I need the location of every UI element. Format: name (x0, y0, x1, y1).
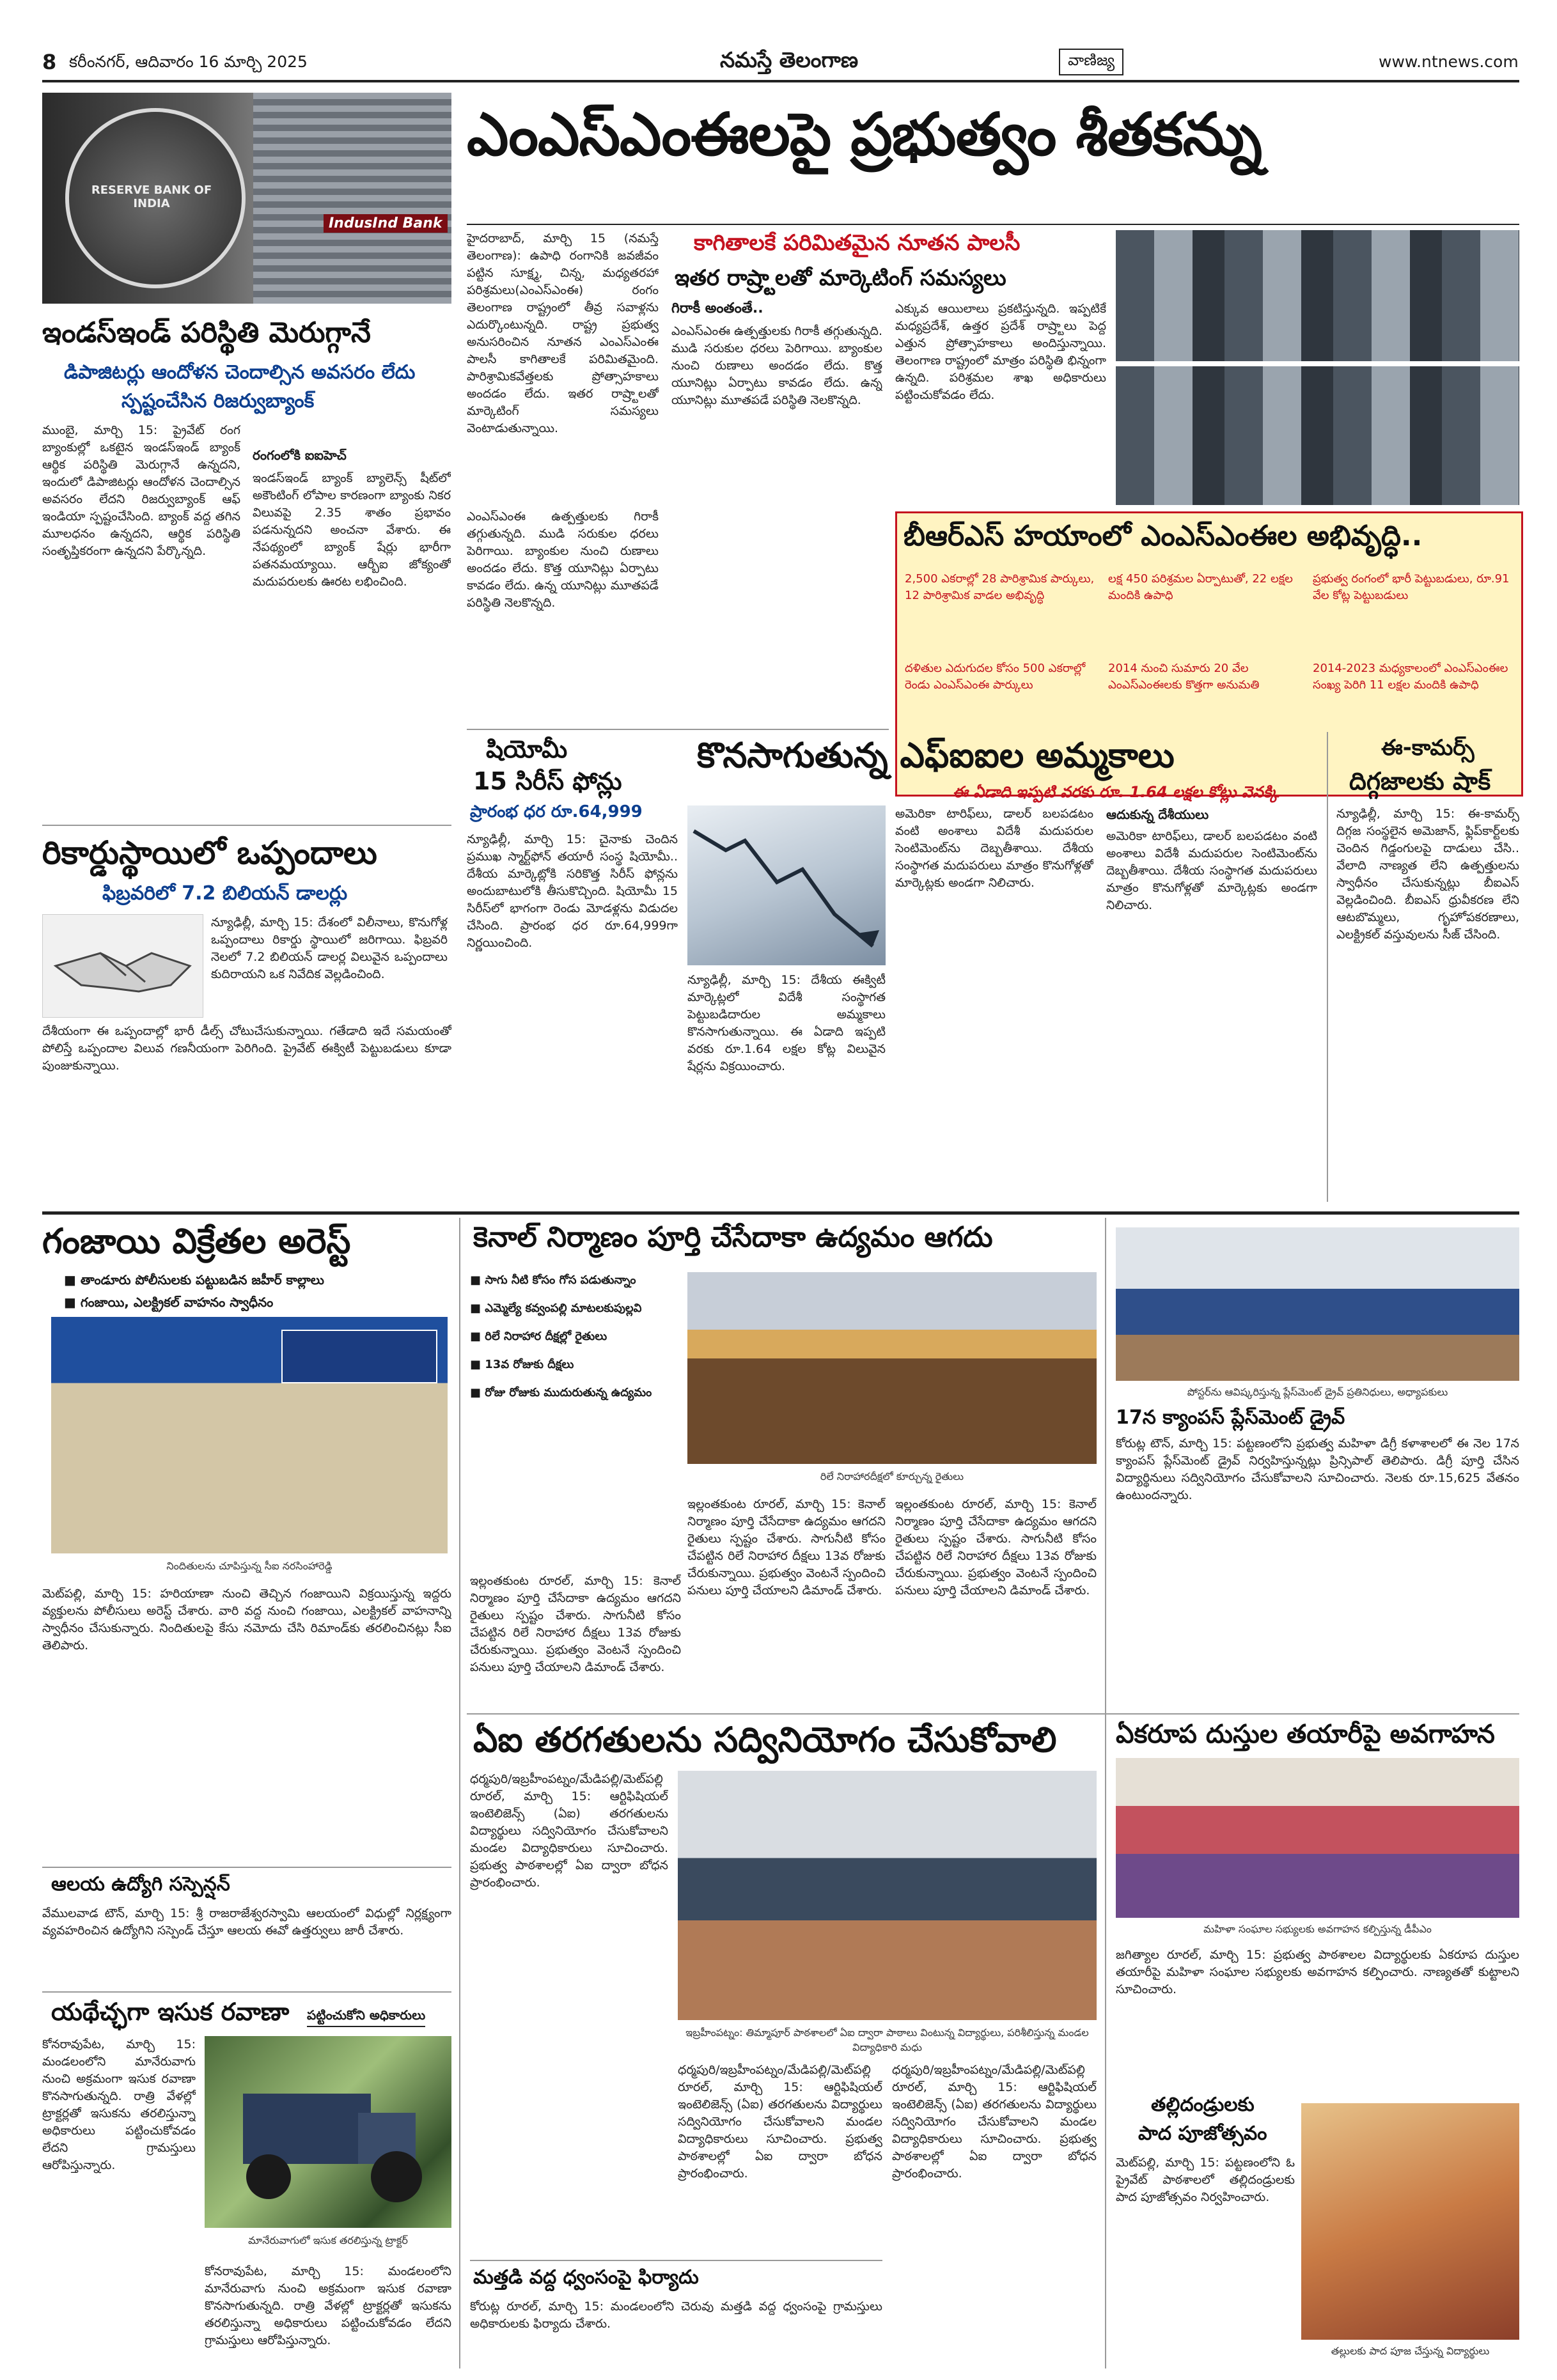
ai-body-col2: ధర్మపురి/ఇబ్రహీంపట్నం/మేడిపల్లి/మెట్‌పల్లి రూరల్, మార్చి 15: ఆర్టిఫిషియల్ ఇంటెలిజెన్స్ (ఏఐ) తరగతులను విద్యార్థులు సద్వినియోగం చేసుకోవాలని మండల విద్యాధికారులు సూచించారు. ప్రభుత్వ పాఠశాలల్లో ఏఐ ద్వారా బోధన ప్రారంభించారు. (678, 2063, 882, 2181)
canal-bullet-2-text: ఎమ్మెల్యే కవ్వంపల్లి మాటలకుపుల్లవి (485, 1302, 642, 1315)
ganja-bullet-1 (64, 1272, 324, 1291)
ai-photo-caption: ఇబ్రహీంపట్నం: తిమ్మాపూర్ పాఠశాలలో ఏఐ ద్వారా పాఠాలు వింటున్న విద్యార్థులు, పరిశీలిస్తున్న మండల విద్యాధికారి మధు (685, 2026, 1089, 2053)
ai-headline: ఏఐ తరగతులను సద్వినియోగం చేసుకోవాలి (473, 1720, 1057, 1760)
handshake-icon (43, 915, 203, 1017)
bullet-icon: ■ (470, 1330, 485, 1343)
canal-headline: కెనాల్ నిర్మాణం పూర్తి చేసేదాకా ఉద్యమం ఆగదు (473, 1221, 993, 1254)
indusind-building (253, 93, 451, 304)
canal-bullet-1 (470, 1272, 681, 1289)
ai-top-rule (467, 1713, 1519, 1715)
sand-top-rule (42, 1991, 451, 1993)
ganja-photo-caption: నిందితులను చూపిస్తున్న సీఐ నరసింహారెడ్డి (166, 1560, 333, 1572)
factory-photo-divider (1116, 361, 1519, 366)
brs-item-6: 2014-2023 మధ్యకాలంలో ఎంఎస్ఎంఈల సంఖ్య పెరిగి 11 లక్షల మందికి ఉపాధి (1313, 662, 1508, 692)
brs-item-1: 2,500 ఎకరాల్లో 28 పారిశ్రామిక పార్కులు, 12 పారిశ్రామిక వాడల అభివృద్ధి (905, 572, 1095, 602)
canal-bullet-4-text: 13వ రోజుకు దీక్షలు (485, 1358, 574, 1371)
msme-subhead-2: ఇతర రాష్ర్టాలతో మార్కెటింగ్ సమస్యలు (675, 265, 1006, 291)
indusind-subhead-1: డిపాజిటర్లు ఆందోళన చెందాల్సిన అవసరం లేదు (64, 361, 416, 384)
xiaomi-body: న్యూఢిల్లీ, మార్చి 15: చైనాకు చెందిన ప్రముఖ స్మార్ట్‌ఫోన్ తయారీ సంస్థ షియోమీ.. దేశీయ మార్కెట్లోకి సరికొత్త సిరీస్ ఫోన్లను అందుబాటులోకి తీసుకొచ్చింది. షియోమీ 15 సిరీస్‌లో భాగంగా రెండు మోడళ్లను విడుదల చేసింది. ప్రారంభ ధర రూ.64,999గా నిర్ణయించింది. (467, 832, 678, 950)
ai-classroom-photo (678, 1771, 1097, 2020)
rbi-seal-text: RESERVE BANK OF INDIA (91, 183, 212, 210)
ecommerce-body: న్యూఢిల్లీ, మార్చి 15: ఈ-కామర్స్ దిగ్గజ సంస్థలైన అమెజాన్, ఫ్లిప్‌కార్ట్‌లకు చెందిన గిడ్డంగులపై దాడులు చేసి.. వేలాది నాణ్యత లేని ఉత్పత్తులను స్వాధీనం చేసుకున్నట్లు బీఐఎస్ వెల్లడించింది. బీఐఎస్ ధ్రువీకరణ లేని ఆటబొమ్మలు, గృహోపకరణాలు, ఎలక్ట్రికల్ వస్తువులను సీజ్ చేసింది. (1336, 807, 1519, 942)
xiaomi-headline-2: 15 సిరీస్ ఫోన్లు (473, 767, 622, 795)
fii-body-col1: న్యూఢిల్లీ, మార్చి 15: దేశీయ ఈక్విటీ మార్కెట్లలో విదేశీ సంస్థాగత పెట్టుబడిదారుల అమ్మకాలు కొనసాగుతున్నాయి. ఈ ఏడాది ఇప్పటి వరకు రూ.1.64 లక్షల కోట్ల విలువైన షేర్లను విక్రయించారు. (687, 973, 886, 1073)
handshake-graphic (42, 914, 203, 1018)
check-dam-body: కోరుట్ల రూరల్, మార్చి 15: మండలంలోని చెరువు మత్తడి వద్ద ధ్వంసంపై గ్రామస్తులు అధికారులకు ఫిర్యాదు చేశారు. (470, 2299, 882, 2331)
falling-graph-icon (687, 805, 886, 965)
uniform-photo (1116, 1758, 1519, 1918)
ecommerce-headline-2: దిగ్గజాలకు షాక్ (1349, 767, 1491, 795)
canal-bullet-3-text: రిలే నిరాహార దీక్షల్లో రైతులు (485, 1330, 607, 1343)
canal-protest-photo (687, 1272, 1097, 1464)
msme-body-col3: ఎక్కువ ఆయిలాలు ప్రకటిస్తున్నది. ఇప్పటికే మధ్యప్రదేశ్, ఉత్తర ప్రదేశ్ రాష్ర్టాలు పెద్ద ఎత్తున ప్రోత్సాహకాలు అందిస్తున్నాయి. తెలంగాణ రాష్ట్రంలో మాత్రం పరిస్థితి భిన్నంగా ఉన్నది. పరిశ్రమల శాఖ అధికారులు పట్టించుకోవడం లేదు. (895, 302, 1106, 402)
msme-body-col1: హైదరాబాద్, మార్చి 15 (నమస్తే తెలంగాణ): ఉపాధి రంగానికి జవజీవం పట్టిన సూక్ష్మ, చిన్న, మధ్యతరహా పరిశ్రమలు(ఎంఎస్ఎంఈ) రంగం తెలంగాణ రాష్ట్రంలో తీవ్ర సవాళ్లను ఎదుర్కొంటున్నది. రాష్ట్ర ప్రభుత్వ అనుసరించిన నూతన ఎంఎస్ఎంఈ పాలసీ కాగితాలకే పరిమితమైంది. పారిశ్రామికవేత్తలకు ప్రోత్సాహకాలు అందడం లేదు. ఇతర రాష్ర్టాలతో మార్కెటింగ్ సమస్యలు వెంటాడుతున్నాయి. (467, 231, 659, 435)
forex-headline: రికార్డుస్థాయిలో ఒప్పందాలు (42, 834, 377, 871)
ganja-bullet-2-text: గంజాయి, ఎలక్ట్రికల్ వాహనం స్వాధీనం (80, 1295, 274, 1310)
canal-bullet-5 (470, 1385, 681, 1401)
xiaomi-price: ప్రారంభ ధర రూ.64,999 (470, 802, 643, 821)
bullet-icon: ■ (470, 1358, 485, 1371)
canal-bullet-5-text: రోజు రోజుకు ముదురుతున్న ఉద్యమం (485, 1386, 652, 1399)
sand-tag: పట్టించుకోని అధికారులు (307, 2007, 425, 2027)
job-drive-photo-caption: పోస్టర్‌ను ఆవిష్కరిస్తున్న ప్లేస్‌మెంట్ డ్రైవ్ ప్రతినిధులు, అధ్యాపకులు (1187, 1386, 1448, 1398)
canal-body-col0: ఇల్లంతకుంట రూరల్, మార్చి 15: కెనాల్ నిర్మాణం పూర్తి చేసేదాకా ఉద్యమం ఆగదని రైతులు స్పష్టం చేశారు. సాగునీటి కోసం చేపట్టిన రిలే నిరాహార దీక్షలు 13వ రోజుకు చేరుకున్నాయి. ప్రభుత్వం వెంటనే స్పందించి పనులు పూర్తి చేయాలని డిమాండ్ చేశారు. (470, 1574, 681, 1674)
job-drive-headline: 17న క్యాంపస్ ప్లేస్‌మెంట్ డ్రైవ్ (1116, 1406, 1345, 1429)
xiaomi-headline-1: షియోమీ (486, 735, 568, 763)
fii-headline: కొనసాగుతున్న ఎఫ్‌ఐఐల అమ్మకాలు (697, 735, 1175, 775)
sand-body: కోనరావుపేట, మార్చి 15: మండలంలోని మానేరువాగు నుంచి అక్రమంగా ఇసుక రవాణా కొనసాగుతున్నది. రాత్రి వేళల్లో ట్రాక్టర్లతో ఇసుకను తరలిస్తున్నా అధికారులు పట్టించుకోవడం లేదని గ్రామస్తులు ఆరోపిస్తున్నారు. (42, 2037, 196, 2172)
indusind-subhead-2: స్పష్టంచేసిన రిజర్వుబ్యాంక్ (121, 390, 315, 412)
col-divider-left (459, 1218, 460, 2368)
canal-bullet-4 (470, 1357, 681, 1373)
sand-body-2: కోనరావుపేట, మార్చి 15: మండలంలోని మానేరువాగు నుంచి అక్రమంగా ఇసుక రవాణా కొనసాగుతున్నది. రాత్రి వేళల్లో ట్రాక్టర్లతో ఇసుకను తరలిస్తున్నా అధికారులు పట్టించుకోవడం లేదని గ్రామస్తులు ఆరోపిస్తున్నారు. (205, 2264, 451, 2347)
indusind-logo-text: IndusInd Bank (324, 214, 448, 233)
forex-subhead: ఫిబ్రవరిలో 7.2 బిలియన్ డాలర్లు (102, 882, 348, 905)
job-drive-body: కోరుట్ల టౌన్, మార్చి 15: పట్టణంలోని ప్రభుత్వ మహిళా డిగ్రీ కళాశాలలో ఈ నెల 17న క్యాంపస్ ప్లేస్‌మెంట్ డ్రైవ్ నిర్వహిస్తున్నట్లు ప్రిన్సిపాల్ తెలిపారు. డిగ్రీ పూర్తి చేసిన విద్యార్థినులు సద్వినియోగం చేసుకోవాలని సూచించారు. నెలకు రూ.15,625 వేతనం ఉంటుందన్నారు. (1116, 1436, 1519, 1502)
pada-puja-body: మెట్‌పల్లి, మార్చి 15: పట్టణంలోని ఓ ప్రైవేట్ పాఠశాలలో తల్లిదండ్రులకు పాద పూజోత్సవం నిర్వహించారు. (1116, 2156, 1295, 2204)
ganja-bullet-1-text: తాండూరు పోలీసులకు పట్టుబడిన జహీర్ కాల్లాలు (80, 1272, 324, 1287)
canal-body-col2: ఇల్లంతకుంట రూరల్, మార్చి 15: కెనాల్ నిర్మాణం పూర్తి చేసేదాకా ఉద్యమం ఆగదని రైతులు స్పష్టం చేశారు. సాగునీటి కోసం చేపట్టిన రిలే నిరాహార దీక్షలు 13వ రోజుకు చేరుకున్నాయి. ప్రభుత్వం వెంటనే స్పందించి పనులు పూర్తి చేయాలని డిమాండ్ చేశారు. (895, 1497, 1097, 1598)
ai-body-col1: ధర్మపురి/ఇబ్రహీంపట్నం/మేడిపల్లి/మెట్‌పల్లి రూరల్, మార్చి 15: ఆర్టిఫిషియల్ ఇంటెలిజెన్స్ (ఏఐ) తరగతులను విద్యార్థులు సద్వినియోగం చేసుకోవాలని మండల విద్యాధికారులు సూచించారు. ప్రభుత్వ పాఠశాలల్లో ఏఐ ద్వారా బోధన ప్రారంభించారు. (470, 1772, 668, 1890)
ganja-sub-divider (42, 1867, 451, 1868)
temple-headline: ఆలయ ఉద్యోగి సస్పెన్షన్ (51, 1873, 230, 1895)
pada-puja-photo (1301, 2103, 1519, 2340)
job-drive-photo (1116, 1227, 1519, 1381)
brs-item-5: ప్రభుత్వ రంగంలో భారీ పెట్టుబడులు, రూ.91 వేల కోట్ల పెట్టుబడులు (1313, 572, 1510, 602)
section-label: వాణిజ్య (1059, 49, 1123, 75)
bullet-icon: ■ (64, 1272, 81, 1287)
pada-puja-headline-2: పాద పూజోత్సవం (1138, 2122, 1267, 2145)
pada-puja-photo-caption: తల్లులకు పాద పూజ చేస్తున్న విద్యార్థులు (1331, 2345, 1490, 2357)
canal-photo-caption: రిలే నిరాహారదీక్షలో కూర్చున్న రైతులు (820, 1470, 964, 1482)
canal-bullet-2 (470, 1300, 681, 1317)
xiaomi-top-rule (467, 729, 889, 730)
masthead: నమస్తే తెలంగాణ (720, 47, 859, 72)
msme-headline-rule (467, 224, 1519, 225)
police-banner (281, 1330, 437, 1383)
brs-item-2: దళితుల ఎదుగుదల కోసం 500 ఎకరాల్లో రెండు ఎంఎస్ఎంఈ పార్కులు (905, 662, 1086, 692)
temple-body: వేములవాడ టౌన్, మార్చి 15: శ్రీ రాజరాజేశ్వరస్వామి ఆలయంలో విధుల్లో నిర్లక్ష్యంగా వ్యవహరించిన ఉద్యోగిని సస్పెండ్ చేస్తూ ఆలయ ఈవో ఉత్తర్వులు జారీ చేశారు. (42, 1906, 451, 1938)
canal-bullet-3 (470, 1328, 681, 1345)
tractor-photo (205, 2036, 451, 2228)
brs-item-4: 2014 నుంచి సుమారు 20 వేల ఎంఎస్ఎంఈలకు కొత్తగా అనుమతి (1108, 662, 1260, 692)
bullet-icon: ■ (470, 1302, 485, 1315)
msme-body-col2: ఎంఎస్ఎంఈ ఉత్పత్తులకు గిరాకీ తగ్గుతున్నది. ముడి సరుకుల ధరలు పెరిగాయి. బ్యాంకుల నుంచి రుణాలు అందడం లేదు. కొత్త యూనిట్లు ఏర్పాటు కావడం లేదు. ఉన్న యూనిట్లు మూతపడే పరిస్థితి నెలకొన్నది. (671, 324, 882, 407)
msme-inline-head: గిరాకీ అంతంతే.. (671, 300, 763, 316)
ganja-police-photo (51, 1317, 448, 1553)
ecommerce-box-border (1327, 732, 1328, 1202)
indusind-body-col1: ముంబై, మార్చి 15: ప్రైవేట్ రంగ బ్యాంకుల్లో ఒకటైన ఇండస్‌ఇండ్ బ్యాంక్ ఆర్థిక పరిస్థితి మెరుగ్గానే ఉన్నదని, ఇందులో డిపాజిటర్లు ఆందోళన చెందాల్సిన అవసరం లేదని రిజర్వుబ్యాంక్ ఆఫ్ ఇండియా స్పష్టంచేసింది. బ్యాంక్ వద్ద తగిన మూలధనం ఉన్నదని, ఆర్థిక పరిస్థితి సంతృప్తికరంగా ఉన్నదని పేర్కొన్నది. (42, 423, 240, 558)
bullet-icon: ■ (64, 1295, 81, 1310)
msme-headline: ఎంఎస్ఎంఈలపై ప్రభుత్వం శీతకన్ను (467, 100, 1262, 169)
indusind-inline-head: రంగంలోకి ఐఐహెచ్ (253, 447, 347, 463)
ganja-bullet-2 (64, 1295, 273, 1313)
mid-page-rule (42, 1211, 1519, 1215)
tractor-photo-caption: మానేరువాగులో ఇసుక తరలిస్తున్న ట్రాక్టర్ (248, 2234, 408, 2246)
canal-bullet-1-text: సాగు నీటి కోసం గోస పడుతున్నాం (485, 1273, 636, 1287)
website-link[interactable]: www.ntnews.com (1379, 52, 1519, 71)
indusind-headline: ఇండస్‌ఇండ్ పరిస్థితి మెరుగ్గానే (42, 316, 371, 349)
fii-subhead: ఈ ఏడాది ఇప్పటి వరకు రూ. 1.64 లక్షల కోట్లు వెనక్కి (953, 783, 1279, 801)
ganja-body: మెట్‌పల్లి, మార్చి 15: హరియాణా నుంచి తెచ్చిన గంజాయిని విక్రయిస్తున్న ఇద్దరు వ్యక్తులను పోలీసులు అరెస్ట్ చేశారు. వారి వద్ద నుంచి గంజాయి, ఎలక్ట్రికల్ వాహనాన్ని స్వాధీనం చేసుకున్నారు. నిందితులపై కేసు నమోదు చేసి రిమాండ్‌కు తరలించినట్లు సీఐ తెలిపారు. (42, 1587, 451, 1653)
canal-body-col1: ఇల్లంతకుంట రూరల్, మార్చి 15: కెనాల్ నిర్మాణం పూర్తి చేసేదాకా ఉద్యమం ఆగదని రైతులు స్పష్టం చేశారు. సాగునీటి కోసం చేపట్టిన రిలే నిరాహార దీక్షలు 13వ రోజుకు చేరుకున్నాయి. ప్రభుత్వం వెంటనే స్పందించి పనులు పూర్తి చేయాలని డిమాండ్ చేశారు. (687, 1497, 886, 1598)
brs-headline: బీఆర్ఎస్ హయాంలో ఎంఎస్ఎంఈల అభివృద్ధి.. (904, 520, 1423, 552)
forex-body-col2: దేశీయంగా ఈ ఒప్పందాల్లో భారీ డీల్స్ చోటుచేసుకున్నాయి. గతేడాది ఇదే సమయంతో పోలిస్తే ఒప్పందాల విలువ గణనీయంగా పెరిగింది. ప్రైవేట్ ఈక్విటీ పెట్టుబడులు కూడా పుంజుకున్నాయి. (42, 1024, 451, 1073)
check-dam-headline: మత్తడి వద్ద ధ్వంసంపై ఫిర్యాదు (473, 2266, 699, 2289)
ganja-headline: గంజాయి విక్రేతల అరెస్ట్ (42, 1221, 351, 1261)
forex-body-col1: న్యూఢిల్లీ, మార్చి 15: దేశంలో విలీనాలు, కొనుగోళ్ల ఒప్పందాలు రికార్డు స్థాయిలో జరిగాయి. ఫిబ్రవరి నెలలో 7.2 బిలియన్ డాలర్ల విలువైన ఒప్పందాలు కుదిరాయని ఒక నివేదిక వెల్లడించింది. (211, 915, 448, 981)
rbi-photo (42, 93, 451, 304)
page-number: 8 (42, 50, 57, 74)
factory-photo (1116, 230, 1519, 505)
ecommerce-headline-1: ఈ-కామర్స్ (1381, 735, 1475, 761)
sand-headline: యథేచ్ఛగా ఇసుక రవాణా (51, 1998, 290, 2026)
brs-item-3: లక్ష 450 పరిశ్రమల ఏర్పాటుతో, 22 లక్షల మందికి ఉపాధి (1108, 572, 1293, 602)
indusind-body-col2: ఇండస్‌ఇండ్ బ్యాంక్ బ్యాలెన్స్ షీట్‌లో అకౌంటింగ్ లోపాల కారణంగా బ్యాంకు నికర విలువపై 2.35 శాతం ప్రభావం పడనున్నదని అంచనా వేశారు. ఈ నేపథ్యంలో బ్యాంక్ షేర్లు భారీగా పతనమయ్యాయి. ఆర్బీఐ జోక్యంతో మదుపరులకు ఊరట లభించింది. (253, 471, 451, 589)
dateline: కరీంనగర్, ఆదివారం 16 మార్చి 2025 (69, 52, 308, 71)
header-rule (42, 80, 1519, 82)
ai-body-col3: ధర్మపురి/ఇబ్రహీంపట్నం/మేడిపల్లి/మెట్‌పల్లి రూరల్, మార్చి 15: ఆర్టిఫిషియల్ ఇంటెలిజెన్స్ (ఏఐ) తరగతులను విద్యార్థులు సద్వినియోగం చేసుకోవాలని మండల విద్యాధికారులు సూచించారు. ప్రభుత్వ పాఠశాలల్లో ఏఐ ద్వారా బోధన ప్రారంభించారు. (892, 2063, 1097, 2181)
ai-sub-divider (470, 2260, 882, 2261)
page-header (42, 45, 1519, 77)
indusind-forex-divider (42, 825, 451, 826)
bullet-icon: ■ (470, 1273, 485, 1287)
fii-body-col2: అమెరికా టారిఫ్‌లు, డాలర్ బలపడటం వంటి అంశాలు విదేశీ మదుపరుల సెంటిమెంట్‌ను దెబ్బతీశాయి. దేశీయ సంస్థాగత మదుపరులు మాత్రం కొనుగోళ్లతో మార్కెట్లకు అండగా నిలిచారు. (895, 807, 1093, 890)
uniform-photo-caption: మహిళా సంఘాల సభ్యులకు అవగాహన కల్పిస్తున్న డీపీఎం (1203, 1923, 1432, 1935)
tractor-icon (205, 2036, 451, 2228)
msme-body-col1b: ఎంఎస్ఎంఈ ఉత్పత్తులకు గిరాకీ తగ్గుతున్నది. ముడి సరుకుల ధరలు పెరిగాయి. బ్యాంకుల నుంచి రుణాలు అందడం లేదు. కొత్త యూనిట్లు ఏర్పాటు కావడం లేదు. ఉన్న యూనిట్లు మూతపడే పరిస్థితి నెలకొన్నది. (467, 509, 659, 610)
col-divider-right (1105, 1218, 1106, 2368)
pada-puja-headline-1: తల్లిదండ్రులకు (1151, 2094, 1255, 2116)
fii-body-col3: అమెరికా టారిఫ్‌లు, డాలర్ బలపడటం వంటి అంశాలు విదేశీ మదుపరుల సెంటిమెంట్‌ను దెబ్బతీశాయి. దేశీయ సంస్థాగత మదుపరులు మాత్రం కొనుగోళ్లతో మార్కెట్లకు అండగా నిలిచారు. (1106, 829, 1317, 912)
uniform-headline: ఏకరూప దుస్తుల తయారీపై అవగాహన (1116, 1720, 1495, 1749)
market-graph-photo (687, 805, 886, 965)
fii-inline-head: ఆదుకున్న దేశీయులు (1106, 807, 1209, 822)
msme-subhead-1: కాగితాలకే పరిమితమైన నూతన పాలసీ (694, 230, 1021, 256)
bullet-icon: ■ (470, 1386, 485, 1399)
uniform-body: జగిత్యాల రూరల్, మార్చి 15: ప్రభుత్వ పాఠశాలల విద్యార్థులకు ఏకరూప దుస్తుల తయారీపై మహిళా సంఘాల సభ్యులకు అవగాహన కల్పించారు. నాణ్యతతో కుట్టాలని సూచించారు. (1116, 1948, 1519, 1996)
canal-bullets-box (470, 1272, 681, 1566)
